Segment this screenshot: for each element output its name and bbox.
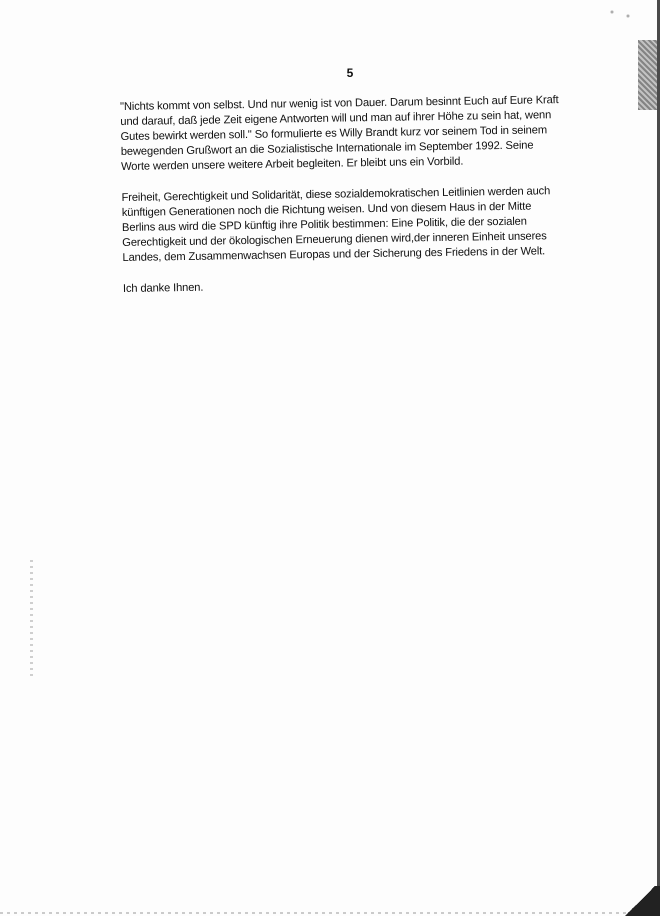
page-number: 5 — [346, 66, 354, 80]
body-text — [120, 93, 583, 313]
scan-artifact-bottom — [0, 912, 630, 914]
scan-artifact-left — [30, 560, 33, 680]
scan-artifact-top — [600, 4, 640, 24]
paragraph-principles: Freiheit, Gerechtigkeit und Solidarität, diese sozialdemokratischen Leitlinien werden auch künftigen Generationen noch die Richtung weisen. Und von diesem Haus in der Mitte Berlins aus wird die SPD künftig ihre Politik bestimmen: Eine Politik, die der sozialen Gerechtigkeit und der ökologischen Erneuerung dienen wird,der inneren Einheit unseres Landes, dem Zusammenwachsen Europas und der Sicherung des Friedens in der Welt. — [121, 185, 551, 264]
paragraph-quote: "Nichts kommt von selbst. Und nur wenig ist von Dauer. Darum besinnt Euch auf Eure Kraft und darauf, daß jede Zeit eigene Antworten will und man auf ihrer Höhe zu sein hat, wenn Gutes bewirkt werden soll." So formulierte es Willy Brandt kurz vor seinem Tod in seinem bewegenden Grußwort an die Sozialistische Internationale im September 1992. Seine Worte werden unsere weitere Arbeit begleiten. Er bleibt uns ein Vorbild. — [120, 94, 559, 173]
paragraph-closing: Ich danke Ihnen. — [122, 281, 204, 295]
scan-corner-fold — [620, 886, 660, 916]
